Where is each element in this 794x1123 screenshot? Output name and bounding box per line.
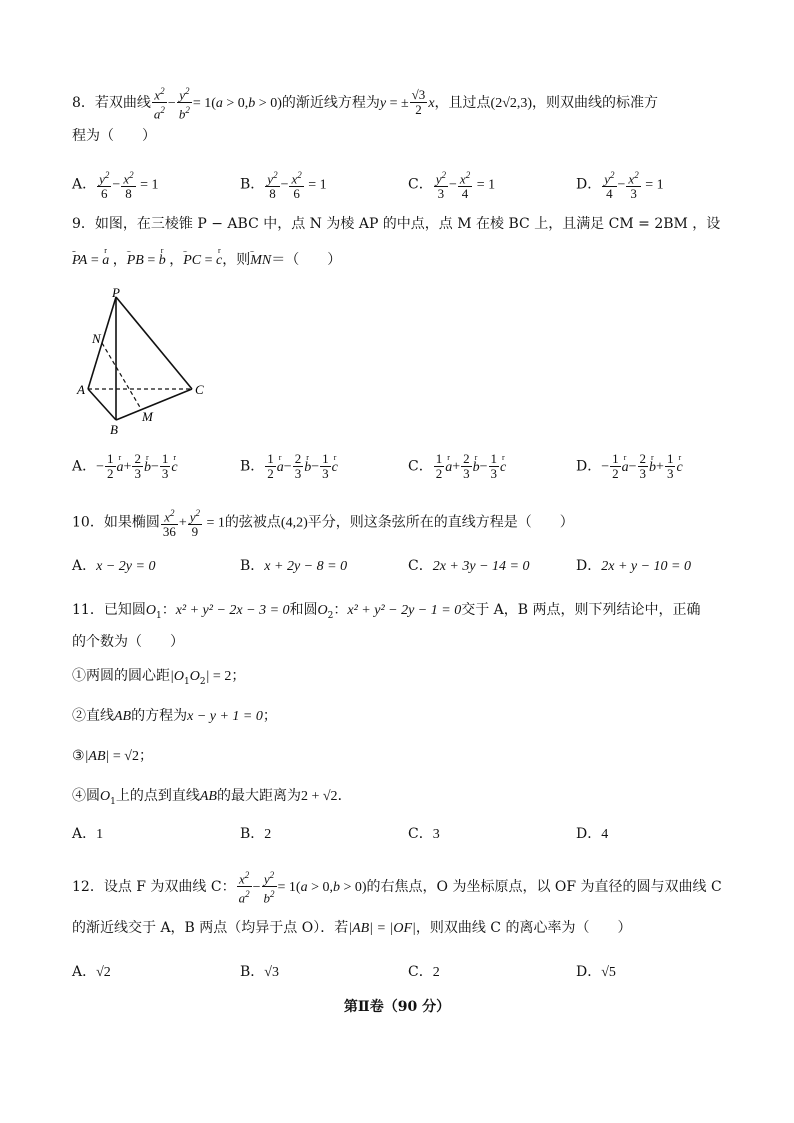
q10-option-c-label: C． bbox=[408, 558, 433, 574]
q8-frac-x: $\frac{x^2}{a^2}$ bbox=[153, 86, 165, 122]
q11-option-d-value: 4 bbox=[601, 827, 609, 842]
q10-mid: 的弦被点 bbox=[224, 514, 281, 531]
label-a: A bbox=[77, 382, 85, 397]
q10-option-c-expr: 2x + 3y − 14 = 0 bbox=[432, 559, 530, 574]
q10-option-c[interactable] bbox=[408, 556, 530, 577]
q9-stem: 9．如图，在三棱锥 P − ABC 中，点 N 为棱 AP 的中点，点 M 在棱 BC 上，且满足 CM = 2BM ，设 bbox=[72, 216, 721, 232]
q10-option-d[interactable] bbox=[576, 556, 691, 577]
q9-vectors: ᵕᵕᵕ PA = r a ，ᵕᵕᵕ PB = r b ，ᵕᵕᵕ PC = r c，则ᵕᵕᵕ MN＝（ ） bbox=[72, 250, 341, 271]
edge-bc bbox=[116, 389, 192, 420]
q9-option-c[interactable]: C． $\frac{1}{2}$ r a+ $\frac{2}{3}$ r b− $\frac{1}{3}$ r c bbox=[408, 452, 506, 481]
q8-prefix: 8．若双曲线 bbox=[72, 94, 151, 111]
q10-option-a-label: A． bbox=[72, 558, 97, 574]
q11-item2 bbox=[72, 706, 277, 727]
q9-option-b-label: B． bbox=[240, 458, 265, 475]
q12-option-d-label: D． bbox=[576, 964, 602, 980]
q9-option-a-label: A． bbox=[72, 458, 97, 475]
q12-prefix: 12．设点 F 为双曲线 C： bbox=[72, 878, 236, 895]
q12-option-a[interactable] bbox=[72, 962, 111, 983]
q12-stem: 12．设点 F 为双曲线 C： $\frac{x^2}{a^2}$ − $\frac{y^2}{b^2}$ = 1(a > 0,b > 0)的右焦点，O 为坐标原点，以 OF 为直径的圆与双曲线 C bbox=[72, 870, 722, 906]
q12-line2: 的渐近线交于 A，B 两点（均异于点 O）．若|AB| = |OF|，则双曲线 C 的离心率为（ ） bbox=[72, 920, 632, 936]
q12-option-a-label: A． bbox=[72, 964, 97, 980]
q12-option-b-label: B． bbox=[240, 964, 265, 980]
segment-mn bbox=[102, 343, 141, 409]
q8-asymptote-frac: $\frac{√3}{2}$ bbox=[411, 87, 426, 118]
q8-option-a-label: A． bbox=[72, 176, 97, 193]
q11-option-a[interactable] bbox=[72, 824, 103, 845]
q9-then: ，则 bbox=[222, 252, 251, 268]
q11-item4-mid2: 的最大距离为 bbox=[216, 788, 301, 804]
q12-option-b[interactable] bbox=[240, 962, 279, 983]
q11-item4-value: 2 + √2 bbox=[300, 789, 338, 804]
q11-line1b: 交于 A，B 两点，则下列结论中，正确 bbox=[461, 602, 701, 618]
q11-item2-ab: AB bbox=[114, 709, 132, 724]
q8-option-d-label: D． bbox=[576, 176, 602, 193]
q8-option-a[interactable]: A． $\frac{y^2}{6}$ − $\frac{x^2}{8}$ = 1 bbox=[72, 170, 159, 202]
q11-eq2: x² + y² − 2y − 1 = 0 bbox=[347, 603, 462, 618]
q9-option-a[interactable]: A．− $\frac{1}{2}$ r a+ $\frac{2}{3}$ r b− $\frac{1}{3}$ r c bbox=[72, 452, 178, 481]
q8-point: (2√2,3) bbox=[490, 95, 533, 111]
tetrahedron-figure bbox=[72, 285, 212, 435]
q11-option-c-value: 3 bbox=[432, 827, 440, 842]
q8-option-b-label: B． bbox=[240, 176, 265, 193]
q12-option-d[interactable] bbox=[576, 962, 616, 983]
q11-item3: ③|AB| = √2； bbox=[72, 748, 153, 764]
q11-option-a-value: 1 bbox=[96, 827, 104, 842]
q11-item1-text: ①两圆的圆心距 bbox=[72, 668, 170, 684]
q12-option-c-label: C． bbox=[408, 964, 433, 980]
section-title: 第Ⅱ卷（90 分） bbox=[343, 999, 451, 1015]
q11-and: 和圆 bbox=[289, 602, 318, 618]
q10-suffix: 平分，则这条弦所在的直线方程是（ ） bbox=[307, 514, 574, 531]
q9-option-d-label: D． bbox=[576, 458, 602, 475]
q10-option-a[interactable] bbox=[72, 556, 155, 577]
q8-option-c-label: C． bbox=[408, 176, 433, 193]
q10-option-b[interactable] bbox=[240, 556, 347, 577]
q11-option-b-value: 2 bbox=[264, 827, 272, 842]
q12-line2a: 的渐近线交于 A，B 两点（均异于点 O）．若 bbox=[72, 920, 349, 936]
q11-item4-mid: 上的点到直线 bbox=[115, 788, 200, 804]
q11-option-a-label: A． bbox=[72, 826, 97, 842]
q8-mid2: ，且过点 bbox=[434, 94, 491, 111]
q10-prefix: 10．如果椭圆 bbox=[72, 514, 160, 531]
q10-stem: 10．如果椭圆 $\frac{x^2}{36}$ + $\frac{y^2}{9}$ = 1的弦被点(4,2)平分，则这条弦所在的直线方程是（ ） bbox=[72, 508, 574, 540]
q11-item4-ab: AB bbox=[199, 789, 217, 804]
label-b: B bbox=[110, 422, 118, 435]
q8-option-d[interactable]: D． $\frac{y^2}{4}$ − $\frac{x^2}{3}$ = 1 bbox=[576, 170, 664, 202]
q11-eq1: x² + y² − 2x − 3 = 0 bbox=[175, 603, 290, 618]
q11-item2-mid: 的方程为 bbox=[131, 708, 188, 724]
q8-frac-y: $\frac{y^2}{b^2}$ bbox=[178, 86, 190, 122]
q11-item4-end: ． bbox=[337, 788, 352, 804]
q11-item4-text: ④圆 bbox=[72, 788, 100, 804]
q12-option-d-value: √5 bbox=[601, 965, 616, 980]
q9-option-d[interactable]: D．− $\frac{1}{2}$ r a− $\frac{2}{3}$ r b+ $\frac{1}{3}$ r c bbox=[576, 452, 683, 481]
q11-item1: ①两圆的圆心距$|O_1O_2| = 2$； bbox=[72, 668, 246, 687]
q10-option-d-label: D． bbox=[576, 558, 602, 574]
q9-option-b[interactable]: B． $\frac{1}{2}$ r a− $\frac{2}{3}$ r b− $\frac{1}{3}$ r c bbox=[240, 452, 338, 481]
q11-option-c[interactable] bbox=[408, 824, 440, 845]
label-p: P bbox=[112, 285, 120, 300]
q11-option-d-label: D． bbox=[576, 826, 602, 842]
q12-option-c[interactable] bbox=[408, 962, 440, 983]
q11-line2: 的个数为（ ） bbox=[72, 634, 184, 650]
q11-option-b[interactable] bbox=[240, 824, 271, 845]
q9-option-c-label: C． bbox=[408, 458, 433, 475]
q12-option-a-value: √2 bbox=[96, 965, 111, 980]
q11-option-c-label: C． bbox=[408, 826, 433, 842]
q8-suffix: ，则双曲线的标准方 bbox=[532, 94, 659, 111]
q8-mid1: 的渐近线方程为 bbox=[281, 94, 380, 111]
q11-line1a: 11．已知圆 bbox=[72, 602, 146, 618]
q11-item2-text: ②直线 bbox=[72, 708, 114, 724]
label-m: M bbox=[142, 409, 153, 424]
q8-line2: 程为（ ） bbox=[72, 128, 156, 144]
q12-line2b: ，则双曲线 C 的离心率为（ ） bbox=[415, 920, 632, 936]
q11-item4: ④圆$O_1$上的点到直线AB的最大距离为2 + √2． bbox=[72, 788, 352, 807]
q10-point: (4,2) bbox=[280, 515, 308, 531]
q12-option-b-value: √3 bbox=[264, 965, 279, 980]
edge-pc bbox=[116, 297, 192, 389]
q11-option-d[interactable] bbox=[576, 824, 608, 845]
q11-item2-eq: x − y + 1 = 0 bbox=[187, 709, 263, 724]
q11-option-b-label: B． bbox=[240, 826, 265, 842]
q11-item2-end: ； bbox=[262, 708, 277, 724]
label-n: N bbox=[92, 331, 101, 346]
q8-option-b[interactable]: B． $\frac{y^2}{8}$ − $\frac{x^2}{6}$ = 1 bbox=[240, 170, 327, 202]
q10-option-b-expr: x + 2y − 8 = 0 bbox=[264, 559, 348, 574]
q10-option-a-expr: x − 2y = 0 bbox=[96, 559, 156, 574]
q8-stem: 8．若双曲线 $\frac{x^2}{a^2}$ − $\frac{y^2}{b^2}$ = 1(a > 0,b > 0)的渐近线方程为y = ± $\frac{√3}{2}$ x，且过点(2√2,3)，则双曲线的标准方 bbox=[72, 86, 659, 122]
q8-option-c[interactable]: C． $\frac{y^2}{3}$ − $\frac{x^2}{4}$ = 1 bbox=[408, 170, 496, 202]
q10-option-b-label: B． bbox=[240, 558, 265, 574]
q12-option-c-value: 2 bbox=[432, 965, 440, 980]
q11-item3-value: = √2； bbox=[112, 749, 153, 764]
q9-end: ＝（ ） bbox=[271, 252, 342, 268]
q10-option-d-expr: 2x + y − 10 = 0 bbox=[601, 559, 692, 574]
q12-suffix: 的右焦点，O 为坐标原点，以 OF 为直径的圆与双曲线 C bbox=[366, 878, 722, 895]
q11-stem: 11．已知圆$O_1$：x² + y² − 2x − 3 = 0和圆$O_2$：x² + y² − 2y − 1 = 0交于 A，B 两点，则下列结论中，正确 bbox=[72, 602, 701, 621]
edge-ab bbox=[88, 389, 116, 420]
label-c: C bbox=[195, 382, 204, 397]
q11-item1-value: = 2； bbox=[212, 669, 246, 684]
